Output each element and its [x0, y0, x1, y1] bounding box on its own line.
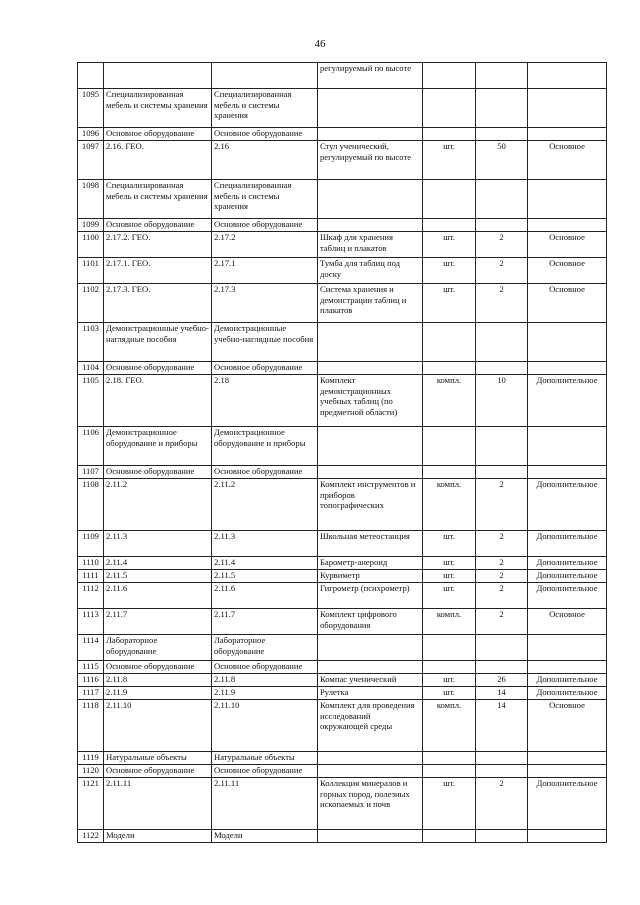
type-cell: Основное [528, 284, 607, 323]
item-name-cell: Стул ученический, регулируемый по высоте [318, 141, 423, 180]
section-cell: 2.11.10 [104, 700, 212, 752]
row-number-cell: 1110 [78, 557, 104, 570]
section-cell: Демонстрационные учебно-наглядные пособия [104, 323, 212, 362]
table-row [78, 89, 607, 128]
table-row [78, 830, 607, 843]
item-name-cell [318, 219, 423, 232]
item-name-cell: Коллекция минералов и горных пород, полезных ископаемых и почв [318, 778, 423, 830]
code-cell: 2.11.2 [212, 479, 318, 531]
unit-cell: шт. [423, 674, 476, 687]
unit-cell: компл. [423, 609, 476, 635]
table-row [78, 180, 607, 219]
code-cell: Основное оборудование [212, 661, 318, 674]
code-cell: Специализированная мебель и системы хранения [212, 89, 318, 128]
quantity-cell: 2 [476, 284, 528, 323]
item-name-cell [318, 323, 423, 362]
row-number-cell: 1095 [78, 89, 104, 128]
table-row [78, 466, 607, 479]
code-cell: 2.17.1 [212, 258, 318, 284]
quantity-cell [476, 830, 528, 843]
section-cell: 2.18. ГЕО. [104, 375, 212, 427]
unit-cell: шт. [423, 232, 476, 258]
type-cell: Основное [528, 258, 607, 284]
quantity-cell [476, 765, 528, 778]
type-cell: Основное [528, 141, 607, 180]
unit-cell: шт. [423, 778, 476, 830]
item-name-cell: Курвиметр [318, 570, 423, 583]
table-row [78, 583, 607, 609]
section-cell: Основное оборудование [104, 219, 212, 232]
quantity-cell: 2 [476, 479, 528, 531]
unit-cell: шт. [423, 284, 476, 323]
table-row [78, 635, 607, 661]
item-name-cell: Комплект для проведения исследований окружающей среды [318, 700, 423, 752]
row-number-cell: 1106 [78, 427, 104, 466]
row-number-cell: 1114 [78, 635, 104, 661]
table-row [78, 141, 607, 180]
section-cell: Модели [104, 830, 212, 843]
unit-cell [423, 362, 476, 375]
code-cell: Демонстрационное оборудование и приборы [212, 427, 318, 466]
table-row [78, 687, 607, 700]
item-name-cell [318, 635, 423, 661]
item-name-cell [318, 830, 423, 843]
quantity-cell: 2 [476, 583, 528, 609]
unit-cell [423, 765, 476, 778]
page-number: 46 [314, 38, 326, 50]
section-cell: Основное оборудование [104, 362, 212, 375]
type-cell [528, 63, 607, 89]
row-number-cell: 1109 [78, 531, 104, 557]
table-row [78, 661, 607, 674]
section-cell: 2.11.8 [104, 674, 212, 687]
item-name-cell [318, 89, 423, 128]
item-name-cell: Школьная метеостанция [318, 531, 423, 557]
quantity-cell: 2 [476, 778, 528, 830]
code-cell: 2.11.10 [212, 700, 318, 752]
row-number-cell: 1112 [78, 583, 104, 609]
item-name-cell: Барометр-анероид [318, 557, 423, 570]
code-cell: 2.17.2 [212, 232, 318, 258]
quantity-cell [476, 63, 528, 89]
type-cell: Основное [528, 609, 607, 635]
section-cell: 2.11.6 [104, 583, 212, 609]
code-cell: 2.17.3 [212, 284, 318, 323]
item-name-cell [318, 466, 423, 479]
type-cell [528, 219, 607, 232]
section-cell: Натуральные объекты [104, 752, 212, 765]
item-name-cell: Система хранения и демонстрации таблиц и плакатов [318, 284, 423, 323]
section-cell: 2.11.11 [104, 778, 212, 830]
code-cell: 2.18 [212, 375, 318, 427]
table-row [78, 63, 607, 89]
section-cell: Лабораторное оборудование [104, 635, 212, 661]
table-row [78, 674, 607, 687]
row-number-cell: 1096 [78, 128, 104, 141]
table-body [78, 63, 607, 843]
quantity-cell: 10 [476, 375, 528, 427]
code-cell: Основное оборудование [212, 466, 318, 479]
item-name-cell [318, 765, 423, 778]
table-row [78, 232, 607, 258]
type-cell [528, 128, 607, 141]
code-cell: Специализированная мебель и системы хранения [212, 180, 318, 219]
section-cell: Основное оборудование [104, 661, 212, 674]
code-cell: Основное оборудование [212, 219, 318, 232]
code-cell: Демонстрационные учебно-наглядные пособия [212, 323, 318, 362]
quantity-cell: 26 [476, 674, 528, 687]
section-cell: Специализированная мебель и системы хранения [104, 180, 212, 219]
type-cell [528, 765, 607, 778]
type-cell: Дополнительное [528, 375, 607, 427]
unit-cell [423, 128, 476, 141]
unit-cell: шт. [423, 583, 476, 609]
unit-cell: шт. [423, 531, 476, 557]
item-name-cell: Тумба для таблиц под доску [318, 258, 423, 284]
unit-cell: компл. [423, 700, 476, 752]
unit-cell [423, 89, 476, 128]
type-cell [528, 466, 607, 479]
table-row [78, 557, 607, 570]
row-number-cell: 1097 [78, 141, 104, 180]
code-cell: Основное оборудование [212, 765, 318, 778]
quantity-cell [476, 128, 528, 141]
row-number-cell [78, 63, 104, 89]
table-row [78, 765, 607, 778]
section-cell: 2.11.2 [104, 479, 212, 531]
code-cell: 2.11.5 [212, 570, 318, 583]
item-name-cell [318, 752, 423, 765]
unit-cell [423, 219, 476, 232]
quantity-cell: 2 [476, 557, 528, 570]
type-cell: Дополнительное [528, 674, 607, 687]
code-cell: 2.11.9 [212, 687, 318, 700]
unit-cell: компл. [423, 375, 476, 427]
quantity-cell [476, 323, 528, 362]
item-name-cell: Шкаф для хранения таблиц и плакатов [318, 232, 423, 258]
section-cell: 2.11.5 [104, 570, 212, 583]
quantity-cell: 2 [476, 258, 528, 284]
code-cell: 2.11.8 [212, 674, 318, 687]
row-number-cell: 1101 [78, 258, 104, 284]
item-name-cell [318, 427, 423, 466]
table-row [78, 219, 607, 232]
quantity-cell: 2 [476, 570, 528, 583]
code-cell: 2.11.7 [212, 609, 318, 635]
unit-cell [423, 661, 476, 674]
item-name-cell: Рулетка [318, 687, 423, 700]
quantity-cell [476, 466, 528, 479]
quantity-cell [476, 362, 528, 375]
table-row [78, 778, 607, 830]
item-name-cell [318, 180, 423, 219]
row-number-cell: 1100 [78, 232, 104, 258]
type-cell [528, 427, 607, 466]
unit-cell [423, 752, 476, 765]
type-cell [528, 661, 607, 674]
section-cell: 2.17.3. ГЕО. [104, 284, 212, 323]
item-name-cell [318, 362, 423, 375]
type-cell [528, 752, 607, 765]
quantity-cell [476, 752, 528, 765]
quantity-cell: 14 [476, 687, 528, 700]
table-row [78, 375, 607, 427]
item-name-cell: Компас ученический [318, 674, 423, 687]
row-number-cell: 1105 [78, 375, 104, 427]
table-row [78, 362, 607, 375]
row-number-cell: 1118 [78, 700, 104, 752]
quantity-cell: 50 [476, 141, 528, 180]
table-row [78, 570, 607, 583]
section-cell: 2.11.3 [104, 531, 212, 557]
table-row [78, 323, 607, 362]
unit-cell [423, 635, 476, 661]
unit-cell [423, 830, 476, 843]
row-number-cell: 1107 [78, 466, 104, 479]
section-cell: 2.17.2. ГЕО. [104, 232, 212, 258]
quantity-cell [476, 427, 528, 466]
row-number-cell: 1103 [78, 323, 104, 362]
type-cell: Дополнительное [528, 687, 607, 700]
row-number-cell: 1111 [78, 570, 104, 583]
section-cell: Основное оборудование [104, 128, 212, 141]
unit-cell: компл. [423, 479, 476, 531]
code-cell: Модели [212, 830, 318, 843]
code-cell: Лабораторное оборудование [212, 635, 318, 661]
row-number-cell: 1115 [78, 661, 104, 674]
unit-cell [423, 323, 476, 362]
table-row [78, 479, 607, 531]
table-row [78, 258, 607, 284]
item-name-cell: регулируемый по высоте [318, 63, 423, 89]
quantity-cell: 2 [476, 232, 528, 258]
section-cell: Специализированная мебель и системы хранения [104, 89, 212, 128]
code-cell: Натуральные объекты [212, 752, 318, 765]
quantity-cell: 14 [476, 700, 528, 752]
quantity-cell [476, 89, 528, 128]
unit-cell: шт. [423, 570, 476, 583]
type-cell [528, 635, 607, 661]
type-cell [528, 830, 607, 843]
table-row [78, 609, 607, 635]
quantity-cell [476, 635, 528, 661]
code-cell: Основное оборудование [212, 128, 318, 141]
type-cell: Дополнительное [528, 479, 607, 531]
section-cell: Основное оборудование [104, 765, 212, 778]
type-cell [528, 323, 607, 362]
type-cell: Дополнительное [528, 557, 607, 570]
unit-cell: шт. [423, 687, 476, 700]
row-number-cell: 1117 [78, 687, 104, 700]
type-cell: Дополнительное [528, 778, 607, 830]
row-number-cell: 1102 [78, 284, 104, 323]
row-number-cell: 1119 [78, 752, 104, 765]
item-name-cell: Гигрометр (психрометр) [318, 583, 423, 609]
unit-cell [423, 180, 476, 219]
row-number-cell: 1104 [78, 362, 104, 375]
row-number-cell: 1120 [78, 765, 104, 778]
row-number-cell: 1122 [78, 830, 104, 843]
section-cell: Демонстрационное оборудование и приборы [104, 427, 212, 466]
code-cell: 2.11.4 [212, 557, 318, 570]
type-cell: Дополнительное [528, 583, 607, 609]
code-cell: 2.11.11 [212, 778, 318, 830]
section-cell: 2.16. ГЕО. [104, 141, 212, 180]
row-number-cell: 1098 [78, 180, 104, 219]
code-cell: 2.16 [212, 141, 318, 180]
item-name-cell [318, 661, 423, 674]
type-cell: Основное [528, 700, 607, 752]
section-cell: Основное оборудование [104, 466, 212, 479]
section-cell: 2.11.4 [104, 557, 212, 570]
item-name-cell [318, 128, 423, 141]
section-cell [104, 63, 212, 89]
table-row [78, 427, 607, 466]
section-cell: 2.11.9 [104, 687, 212, 700]
quantity-cell [476, 180, 528, 219]
code-cell [212, 63, 318, 89]
item-name-cell: Комплект демонстрационных учебных таблиц (по предметной области) [318, 375, 423, 427]
unit-cell [423, 466, 476, 479]
quantity-cell: 2 [476, 531, 528, 557]
row-number-cell: 1121 [78, 778, 104, 830]
row-number-cell: 1113 [78, 609, 104, 635]
row-number-cell: 1108 [78, 479, 104, 531]
type-cell: Дополнительное [528, 570, 607, 583]
code-cell: 2.11.3 [212, 531, 318, 557]
unit-cell: шт. [423, 141, 476, 180]
unit-cell: шт. [423, 557, 476, 570]
table-row [78, 531, 607, 557]
section-cell: 2.11.7 [104, 609, 212, 635]
item-name-cell: Комплект инструментов и приборов топографических [318, 479, 423, 531]
type-cell: Дополнительное [528, 531, 607, 557]
unit-cell [423, 63, 476, 89]
section-cell: 2.17.1. ГЕО. [104, 258, 212, 284]
row-number-cell: 1116 [78, 674, 104, 687]
table-row [78, 752, 607, 765]
table-row [78, 700, 607, 752]
equipment-table [77, 62, 607, 843]
row-number-cell: 1099 [78, 219, 104, 232]
type-cell [528, 362, 607, 375]
table-row [78, 128, 607, 141]
code-cell: Основное оборудование [212, 362, 318, 375]
quantity-cell [476, 661, 528, 674]
type-cell: Основное [528, 232, 607, 258]
code-cell: 2.11.6 [212, 583, 318, 609]
unit-cell [423, 427, 476, 466]
type-cell [528, 89, 607, 128]
type-cell [528, 180, 607, 219]
unit-cell: шт. [423, 258, 476, 284]
table-row [78, 284, 607, 323]
item-name-cell: Комплект цифрового оборудования [318, 609, 423, 635]
quantity-cell [476, 219, 528, 232]
quantity-cell: 2 [476, 609, 528, 635]
